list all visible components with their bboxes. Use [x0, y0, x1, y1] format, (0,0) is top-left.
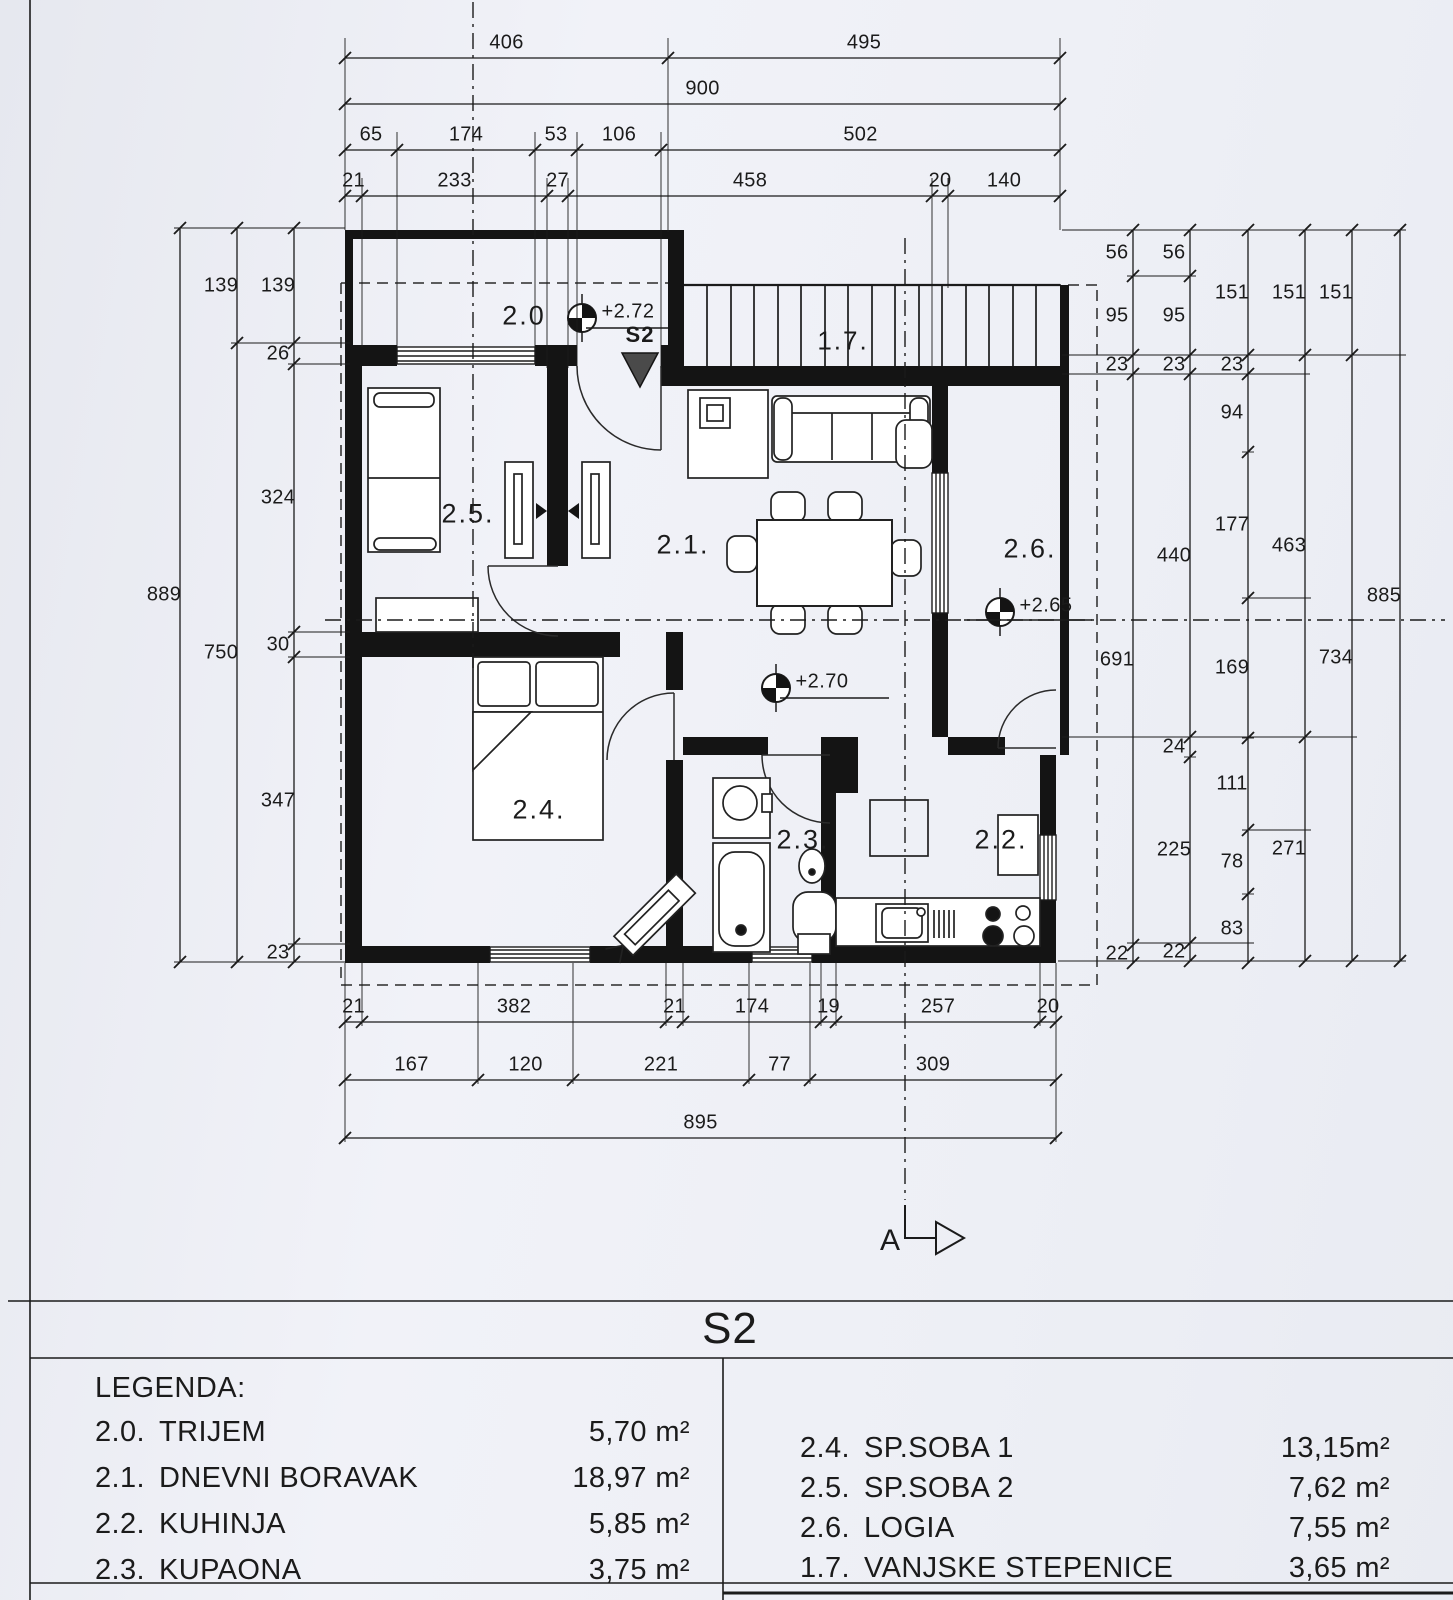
dimension-label: 19	[817, 995, 840, 1018]
dimension-label: 139	[203, 274, 239, 296]
dimension-label: 22	[1105, 942, 1129, 965]
legend-item-area: 5,85 m²	[588, 1508, 690, 1540]
dimension-label: 271	[1271, 837, 1307, 860]
dimension-label: 26	[266, 342, 290, 364]
section-title: S2	[702, 1304, 758, 1353]
dimension-label: 174	[448, 123, 484, 146]
dimension-label: 463	[1271, 534, 1307, 557]
dimension-label: 23	[266, 941, 290, 964]
dimension-label: 151	[1271, 281, 1307, 303]
legend-item-code: 2.6.	[800, 1512, 850, 1544]
legend-item-code: 1.7.	[800, 1552, 850, 1584]
dimension-label: 24	[1162, 735, 1186, 758]
dimension-label: 406	[489, 31, 524, 54]
legend-item-right-1	[800, 1472, 1390, 1505]
room-label: 2.5.	[441, 498, 495, 529]
legend-item-code: 2.3.	[95, 1554, 145, 1586]
room-label: 2.2.	[974, 824, 1028, 855]
dimension-label: 167	[394, 1053, 429, 1076]
dimension-label: 257	[920, 995, 956, 1018]
legend-item-code: 2.0.	[95, 1416, 145, 1448]
dimension-label: 78	[1220, 850, 1244, 873]
dimension-label: 151	[1318, 281, 1354, 303]
dimension-label: 21	[663, 995, 686, 1018]
dimension-label: 21	[342, 995, 365, 1018]
dimension-label: 20	[1036, 995, 1060, 1018]
dimension-label: 174	[734, 995, 770, 1018]
dimension-label: 169	[1214, 656, 1250, 679]
dimension-label: 177	[1214, 513, 1250, 536]
legend-item-area: 7,62 m²	[1288, 1472, 1390, 1504]
legend-item-left-1	[95, 1462, 690, 1495]
dimension-label: 120	[508, 1053, 543, 1076]
dimension-label: 900	[685, 77, 720, 100]
dimension-label: 889	[146, 583, 182, 606]
dimension-label: 691	[1099, 648, 1135, 670]
dimension-label: 77	[768, 1053, 791, 1076]
dimension-label: 502	[843, 123, 878, 146]
dimension-label: 22	[1162, 940, 1186, 963]
legend-item-right-0	[800, 1432, 1390, 1465]
legend-item-name: KUHINJA	[158, 1508, 286, 1540]
dimension-label: 382	[496, 995, 532, 1018]
dimension-label: 347	[260, 789, 296, 811]
dimension-label: 225	[1156, 838, 1192, 861]
legend-item-name: VANJSKE STEPENICE	[863, 1552, 1174, 1584]
dimension-label: 23	[1162, 353, 1186, 375]
dimension-label: 20	[928, 169, 952, 192]
dimension-label: 95	[1162, 304, 1186, 326]
legend-item-right-3	[800, 1552, 1390, 1585]
dimension-label: 56	[1162, 241, 1186, 264]
dimension-label: 734	[1318, 646, 1354, 669]
dimension-label: 309	[915, 1053, 951, 1076]
dimension-label: 324	[260, 486, 296, 509]
elevation-section-label: S2	[625, 322, 655, 347]
legend-item-area: 18,97 m²	[572, 1462, 690, 1494]
legend-item-name: TRIJEM	[158, 1416, 267, 1448]
legend-item-code: 2.1.	[95, 1462, 145, 1494]
dimension-label: 83	[1220, 917, 1244, 939]
dimension-label: 221	[643, 1053, 679, 1076]
legend-item-area: 7,55 m²	[1288, 1512, 1390, 1544]
dimension-label: 111	[1216, 772, 1248, 795]
room-label: 1.7.	[817, 325, 869, 356]
dimension-label: 95	[1105, 304, 1129, 326]
legend-item-code: 2.4.	[800, 1432, 850, 1464]
room-label: 2.3.	[776, 824, 830, 855]
dimension-label: 140	[986, 169, 1022, 192]
legend-item-name: SP.SOBA 2	[863, 1472, 1014, 1504]
room-label: 2.0	[502, 300, 546, 331]
legend-item-name: DNEVNI BORAVAK	[158, 1462, 419, 1494]
dimension-label: 30	[266, 633, 290, 655]
dimension-label: 750	[203, 641, 239, 663]
legend-item-code: 2.5.	[800, 1472, 850, 1504]
room-label: 2.1.	[656, 529, 710, 560]
dimension-label: 53	[544, 123, 568, 146]
legend-item-area: 13,15m²	[1280, 1432, 1390, 1464]
dimension-label: 233	[437, 169, 472, 192]
legend-item-left-3	[95, 1554, 690, 1587]
dimension-label: 106	[601, 123, 637, 146]
dimension-label: 65	[359, 123, 383, 146]
legend-item-area: 3,75 m²	[588, 1554, 690, 1586]
room-label: 2.4.	[512, 794, 566, 825]
dimension-label: 139	[260, 274, 296, 296]
dimension-label: 895	[683, 1111, 718, 1134]
legend-item-area: 3,65 m²	[1288, 1552, 1390, 1584]
dimension-label: 23	[1220, 353, 1244, 375]
elevation-label: +2.65	[1019, 594, 1073, 617]
section-cut-label: A	[879, 1224, 901, 1257]
legend-item-name: KUPAONA	[158, 1554, 302, 1586]
legend-heading: LEGENDA:	[95, 1372, 246, 1404]
elevation-label: +2.72	[601, 300, 655, 323]
dimension-label: 56	[1105, 241, 1129, 264]
legend-item-left-0	[95, 1416, 690, 1449]
elevation-label: +2.70	[795, 670, 849, 693]
legend-item-area: 5,70 m²	[588, 1416, 690, 1448]
dimension-label: 21	[342, 169, 365, 192]
room-label: 2.6.	[1003, 533, 1057, 564]
legend-item-left-2	[95, 1508, 690, 1541]
legend-item-right-2	[800, 1512, 1390, 1545]
legend-item-code: 2.2.	[95, 1508, 145, 1540]
dimension-label: 458	[732, 169, 768, 192]
dimension-label: 27	[546, 169, 569, 192]
dimension-label: 495	[846, 31, 882, 54]
dimension-label: 885	[1366, 584, 1402, 606]
dimension-label: 151	[1214, 281, 1250, 303]
dimension-label: 23	[1105, 353, 1129, 375]
legend-item-name: LOGIA	[863, 1512, 955, 1544]
dimension-label: 94	[1220, 401, 1244, 424]
dimension-label: 440	[1156, 544, 1192, 566]
legend-item-name: SP.SOBA 1	[863, 1432, 1014, 1464]
